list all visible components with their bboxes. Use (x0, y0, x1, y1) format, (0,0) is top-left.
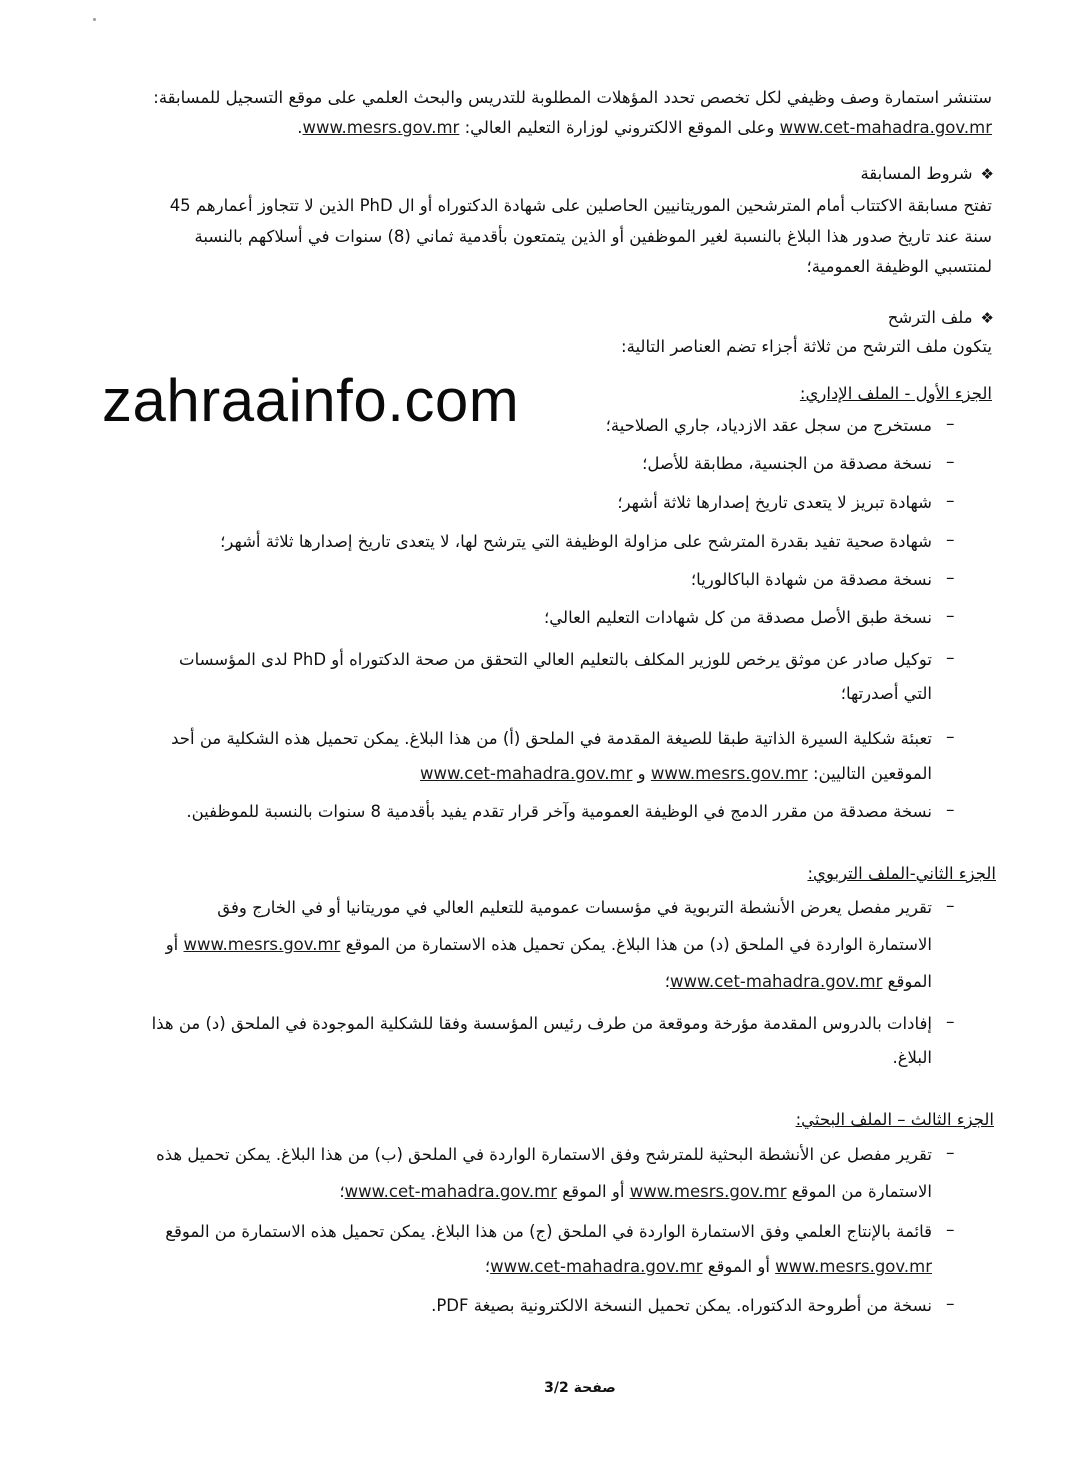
part3-item-2-line-1: قائمة بالإنتاج العلمي وفق الاستمارة الواردة في الملحق (ج) من هذا البلاغ. يمكن تحميل هذه الاستمارة من الموقع (165, 1222, 932, 1241)
link-cet-mahadra[interactable]: www.cet-mahadra.gov.mr (670, 972, 883, 991)
file-intro: يتكون ملف الترشح من ثلاثة أجزاء تضم العناصر التالية: (621, 337, 992, 356)
conditions-line-3: لمنتسبي الوظيفة العمومية؛ (806, 257, 992, 276)
dash-bullet-icon: – (946, 491, 955, 511)
dash-bullet-icon: – (946, 414, 955, 434)
part1-item-6: نسخة طبق الأصل مصدقة من كل شهادات التعليم العالي؛ (544, 608, 932, 627)
part1-item-3: شهادة تبريز لا يتعدى تاريخ إصدارها ثلاثة أشهر؛ (617, 493, 932, 512)
watermark-logo: zahraainfo.com (102, 367, 520, 434)
link-cet-mahadra[interactable]: www.cet-mahadra.gov.mr (344, 1182, 558, 1201)
dash-bullet-icon: – (946, 606, 955, 626)
part1-item-5: نسخة مصدقة من شهادة الباكالوريا؛ (690, 570, 932, 589)
part1-heading: الجزء الأول - الملف الإداري: (799, 384, 992, 403)
part3-heading: الجزء الثالث – الملف البحثي: (795, 1110, 994, 1129)
diamond-bullet-icon: ❖ (980, 309, 994, 327)
dash-bullet-icon: – (946, 1012, 955, 1032)
diamond-bullet-icon: ❖ (980, 165, 994, 183)
link-mesrs[interactable]: www.mesrs.gov.mr (775, 1257, 932, 1276)
dash-bullet-icon: – (946, 1294, 955, 1314)
intro-line-1: ستنشر استمارة وصف وظيفي لكل تخصص تحدد المؤهلات المطلوبة للتدريس والبحث العلمي على موقع التسجيل للمسابقة: (153, 88, 992, 107)
part2-item-1-line-2: الاستمارة الواردة في الملحق (د) من هذا البلاغ. يمكن تحميل هذه الاستمارة من الموقع www.mesrs.gov.mr أو (165, 935, 932, 954)
intro-line-2: www.cet-mahadra.gov.mr وعلى الموقع الالكتروني لوزارة التعليم العالي: www.mesrs.gov.mr. (297, 118, 992, 137)
dash-bullet-icon: – (946, 1143, 955, 1163)
dash-bullet-icon: – (946, 648, 955, 668)
part2-item-1-line-1: تقرير مفصل يعرض الأنشطة التربوية في مؤسسات عمومية للتعليم العالي في موريتانيا أو في الخارج وفق (217, 898, 932, 917)
dash-bullet-icon: – (946, 727, 955, 747)
part1-item-7-line-1: توكيل صادر عن موثق يرخص للوزير المكلف بالتعليم العالي التحقق من صحة الدكتوراه أو PhD لدى المؤسسات (179, 650, 932, 669)
part1-item-8-line-2: الموقعين التاليين: www.mesrs.gov.mr و www.cet-mahadra.gov.mr (420, 764, 932, 783)
dash-bullet-icon: – (946, 800, 955, 820)
part1-item-2: نسخة مصدقة من الجنسية، مطابقة للأصل؛ (642, 454, 932, 473)
conditions-line-2: سنة عند تاريخ صدور هذا البلاغ بالنسبة لغير الموظفين أو الذين يتمتعون بأقدمية ثماني (8) سنوات في أسلاكهم بالنسبة (194, 227, 992, 246)
link-cet-mahadra[interactable]: www.cet-mahadra.gov.mr (490, 1257, 703, 1276)
dash-bullet-icon: – (946, 1220, 955, 1240)
page-number: صفحة 3/2 (544, 1380, 616, 1396)
part2-heading: الجزء الثاني-الملف التربوي: (807, 864, 996, 883)
link-mesrs[interactable]: www.mesrs.gov.mr (183, 935, 341, 954)
part2-item-1-line-3: الموقع www.cet-mahadra.gov.mr؛ (664, 972, 932, 991)
section-heading-file: ❖ملف الترشح (887, 308, 994, 327)
dash-bullet-icon: – (946, 452, 955, 472)
part1-item-4: شهادة صحية تفيد بقدرة المترشح على مزاولة الوظيفة التي يترشح لها، لا يتعدى تاريخ إصدارها ثلاثة أشهر؛ (220, 532, 932, 551)
part3-item-1-line-2: الاستمارة من الموقع www.mesrs.gov.mr أو الموقع www.cet-mahadra.gov.mr؛ (339, 1182, 932, 1201)
part1-item-7-line-2: التي أصدرتها؛ (840, 684, 932, 703)
dash-bullet-icon: – (946, 530, 955, 550)
part3-item-1-line-1: تقرير مفصل عن الأنشطة البحثية للمترشح وفق الاستمارة الواردة في الملحق (ب) من هذا البلاغ. يمكن تحميل هذه (156, 1145, 932, 1164)
scan-speck (93, 18, 96, 21)
part3-item-2-line-2: www.mesrs.gov.mr أو الموقع www.cet-mahadra.gov.mr؛ (484, 1257, 932, 1276)
part3-item-3: نسخة من أطروحة الدكتوراه. يمكن تحميل النسخة الالكترونية بصيغة PDF. (431, 1296, 932, 1315)
part2-item-2-line-1: إفادات بالدروس المقدمة مؤرخة وموقعة من طرف رئيس المؤسسة وفقا للشكلية الموجودة في الملحق (د) من هذا (151, 1014, 932, 1033)
link-mesrs[interactable]: www.mesrs.gov.mr (302, 118, 460, 137)
part1-item-8-line-1: تعبئة شكلية السيرة الذاتية طبقا للصيغة المقدمة في الملحق (أ) من هذا البلاغ. يمكن تحميل هذه الشكلية من أحد (171, 729, 932, 748)
conditions-line-1: تفتح مسابقة الاكتتاب أمام المترشحين الموريتانيين الحاصلين على شهادة الدكتوراه أو ال PhD الذين لا تتجاوز أعمارهم 45 (169, 196, 992, 215)
part1-item-9: نسخة مصدقة من مقرر الدمج في الوظيفة العمومية وآخر قرار تقدم يفيد بأقدمية 8 سنوات بالنسبة للموظفين. (186, 802, 932, 821)
link-mesrs[interactable]: www.mesrs.gov.mr (650, 764, 808, 783)
link-mesrs[interactable]: www.mesrs.gov.mr (629, 1182, 787, 1201)
part2-item-2-line-2: البلاغ. (892, 1048, 932, 1067)
section-heading-conditions: ❖شروط المسابقة (860, 164, 994, 183)
dash-bullet-icon: – (946, 896, 955, 916)
dash-bullet-icon: – (946, 568, 955, 588)
link-cet-mahadra[interactable]: www.cet-mahadra.gov.mr (779, 118, 992, 137)
link-cet-mahadra[interactable]: www.cet-mahadra.gov.mr (420, 764, 633, 783)
part1-item-1: مستخرج من سجل عقد الازدياد، جاري الصلاحية؛ (605, 416, 932, 435)
